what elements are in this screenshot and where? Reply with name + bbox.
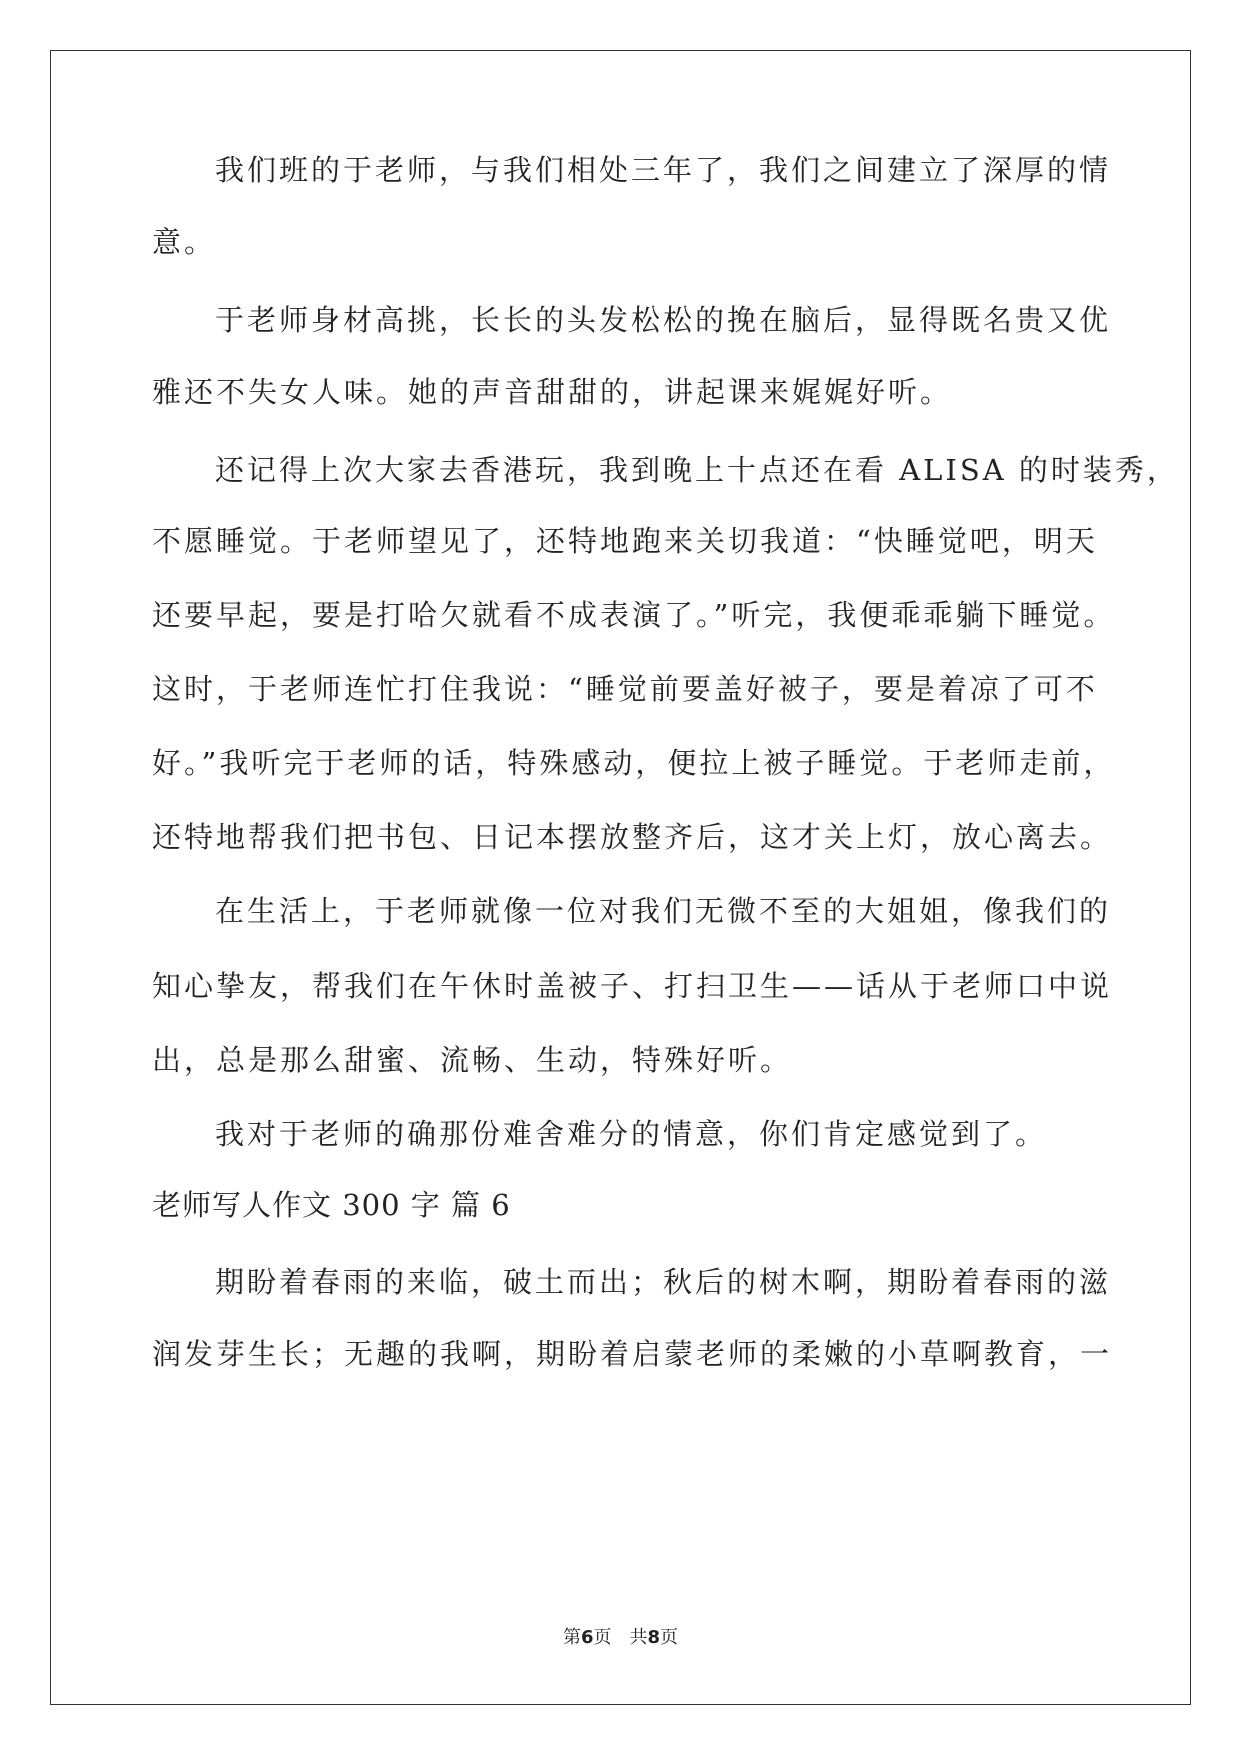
paragraph-line: 于老师身材高挑，长长的头发松松的挽在脑后，显得既名贵又优 <box>215 303 1112 337</box>
section-heading: 老师写人作文 300 字 篇 6 <box>152 1188 511 1222</box>
paragraph-line: 这时，于老师连忙打住我说：“睡觉前要盖好被子，要是着凉了可不 <box>152 672 1098 706</box>
paragraph-line: 出，总是那么甜蜜、流畅、生动，特殊好听。 <box>152 1043 793 1077</box>
paragraph-line: 润发芽生长；无趣的我啊，期盼着启蒙老师的柔嫩的小草啊教育，一 <box>152 1337 1113 1371</box>
page-number-footer <box>0 1626 1241 1650</box>
paragraph-line: 知心挚友，帮我们在午休时盖被子、打扫卫生——话从于老师口中说 <box>152 969 1113 1003</box>
paragraph-line: 还记得上次大家去香港玩，我到晚上十点还在看 ALISA 的时装秀， <box>215 453 1179 487</box>
page-mid: 页 共 <box>593 1627 648 1648</box>
page-prefix: 第 <box>562 1627 581 1648</box>
paragraph-line: 期盼着春雨的来临，破土而出；秋后的树木啊，期盼着春雨的滋 <box>215 1265 1112 1299</box>
paragraph-line: 好。”我听完于老师的话，特殊感动，便拉上被子睡觉。于老师走前， <box>152 746 1116 780</box>
paragraph-line: 不愿睡觉。于老师望见了，还特地跑来关切我道：“快睡觉吧，明天 <box>152 524 1098 558</box>
total-page-number: 8 <box>647 1627 661 1648</box>
paragraph-line: 在生活上，于老师就像一位对我们无微不至的大姐姐，像我们的 <box>215 894 1112 928</box>
paragraph-line: 还要早起，要是打哈欠就看不成表演了。”听完，我便乖乖躺下睡觉。 <box>152 598 1116 632</box>
paragraph-line: 我对于老师的确那份难舍难分的情意，你们肯定感觉到了。 <box>215 1117 1048 1151</box>
paragraph-line: 雅还不失女人味。她的声音甜甜的，讲起课来娓娓好听。 <box>152 375 953 409</box>
paragraph-line: 意。 <box>152 225 217 259</box>
page-suffix: 页 <box>660 1627 679 1648</box>
paragraph-line: 我们班的于老师，与我们相处三年了，我们之间建立了深厚的情 <box>215 153 1112 187</box>
page-border <box>50 50 1191 1705</box>
current-page-number: 6 <box>580 1627 594 1648</box>
paragraph-line: 还特地帮我们把书包、日记本摆放整齐后，这才关上灯，放心离去。 <box>152 820 1113 854</box>
